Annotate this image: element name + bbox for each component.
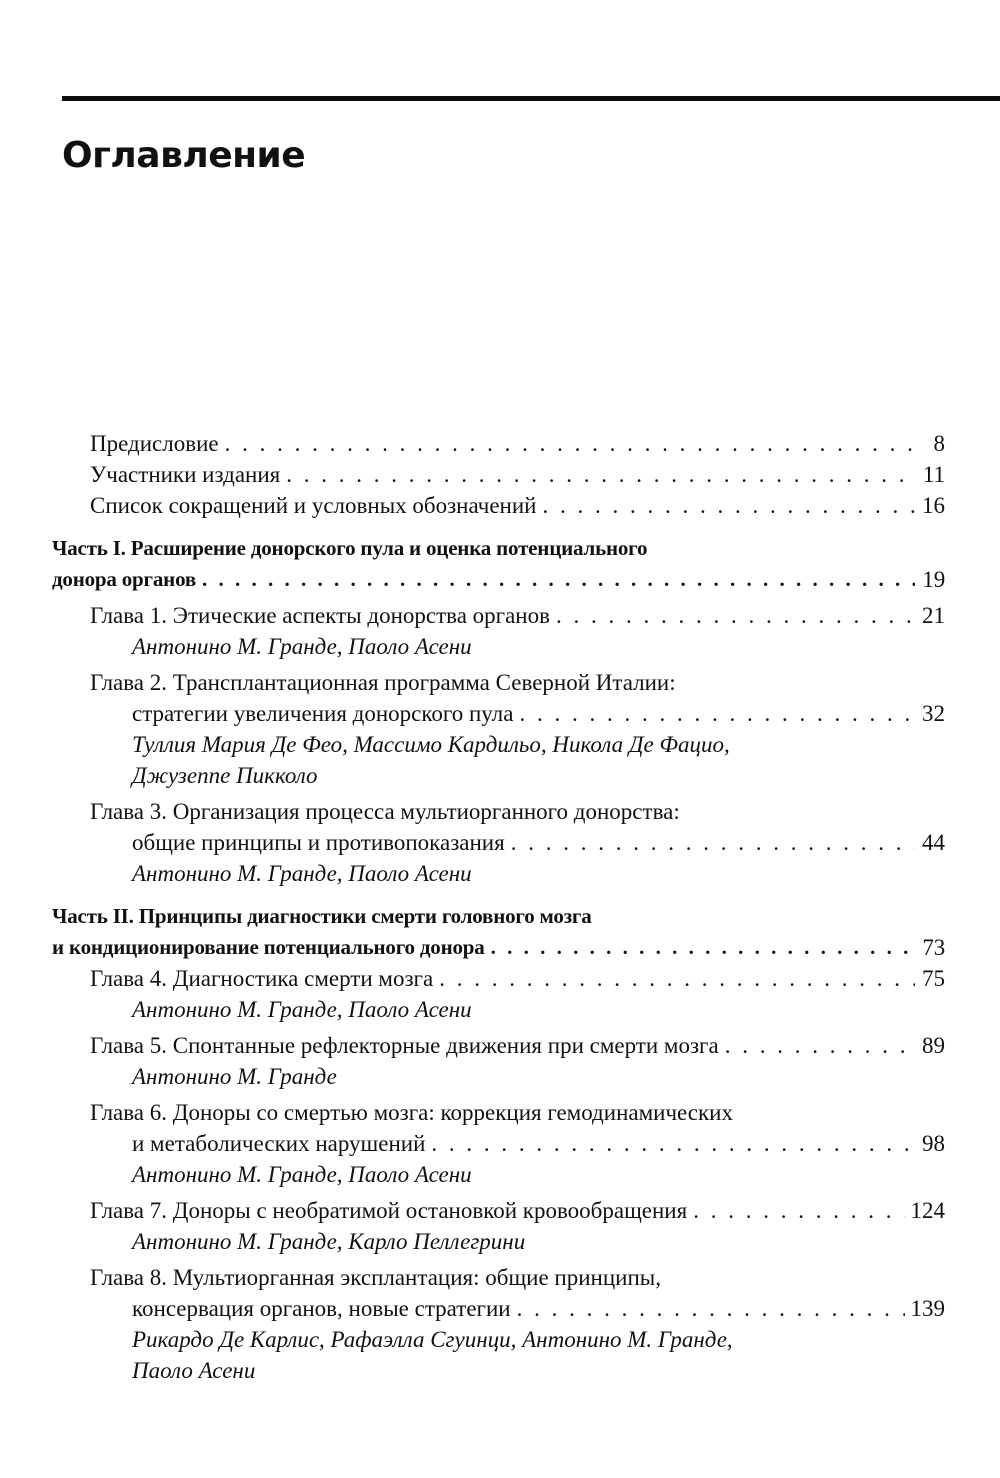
dot-leader	[517, 1293, 905, 1324]
dot-leader	[491, 932, 915, 963]
entry-title: Глава 7. Доноры с необратимой остановкой кровообращения	[90, 1198, 688, 1223]
toc-entry-chapter-3[interactable]: Глава 3. Организация процесса мультиорганного донорства:	[90, 799, 680, 824]
dot-leader	[519, 698, 915, 729]
dot-leader	[202, 564, 915, 595]
dot-leader	[225, 428, 915, 459]
entry-title: Глава 4. Диагностика смерти мозга	[90, 966, 434, 991]
toc-entry-chapter-8-cont[interactable]	[52, 1293, 945, 1324]
page-title: Оглавление	[62, 135, 306, 176]
dot-leader	[286, 459, 915, 490]
entry-title: Участники издания	[90, 462, 281, 487]
part-2-title[interactable]: Часть II. Принципы диагностики смерти головного мозга	[52, 904, 592, 928]
dot-leader	[431, 1128, 915, 1159]
part-1-title-end[interactable]	[52, 564, 945, 595]
toc-entry-chapter-6-cont[interactable]	[52, 1128, 945, 1159]
page-number: 19	[922, 567, 945, 592]
entry-title: Глава 5. Спонтанные рефлекторные движения при смерти мозга	[90, 1033, 719, 1058]
dot-leader	[439, 963, 915, 994]
chapter-6-authors: Антонино М. Гранде, Паоло Асени	[132, 1162, 472, 1187]
chapter-4-authors: Антонино М. Гранде, Паоло Асени	[132, 997, 472, 1022]
table-of-contents	[52, 428, 945, 1386]
chapter-2-authors: Туллия Мария Де Фео, Массимо Кардильо, Никола Де Фацио,	[132, 732, 730, 757]
part-1-title[interactable]: Часть I. Расширение донорского пула и оценка потенциального	[52, 536, 648, 560]
toc-entry-chapter-4[interactable]	[52, 963, 945, 994]
page-number: 8	[933, 431, 945, 456]
entry-title: Список сокращений и условных обозначений	[90, 493, 537, 518]
toc-entry-chapter-3-cont[interactable]	[52, 827, 945, 858]
toc-entry-chapter-2-cont[interactable]	[52, 698, 945, 729]
toc-entry-abbreviations[interactable]	[52, 490, 945, 521]
page-number: 89	[922, 1033, 945, 1058]
top-rule	[62, 96, 1000, 101]
toc-entry-chapter-7[interactable]	[52, 1195, 945, 1226]
toc-entry-chapter-1[interactable]	[52, 600, 945, 631]
page-number: 75	[922, 966, 945, 991]
page-number: 11	[922, 462, 945, 487]
entry-title: консервация органов, новые стратегии	[132, 1296, 511, 1321]
chapter-2-authors-cont: Джузеппе Пикколо	[132, 763, 318, 788]
chapter-5-authors: Антонино М. Гранде	[132, 1064, 337, 1089]
toc-entry-chapter-8[interactable]: Глава 8. Мультиорганная эксплантация: общие принципы,	[90, 1265, 661, 1290]
page-number: 44	[922, 830, 945, 855]
entry-title: донора органов	[52, 567, 196, 591]
page-number: 139	[910, 1296, 945, 1321]
part-2-title-end[interactable]	[52, 932, 945, 963]
page-number: 98	[922, 1131, 945, 1156]
chapter-8-authors: Рикардо Де Карлис, Рафаэлла Сгуинци, Антонино М. Гранде,	[132, 1327, 733, 1352]
dot-leader	[542, 490, 915, 521]
dot-leader	[556, 600, 915, 631]
chapter-7-authors: Антонино М. Гранде, Карло Пеллегрини	[132, 1229, 526, 1254]
entry-title: и метаболических нарушений	[132, 1131, 426, 1156]
toc-entry-preface[interactable]	[52, 428, 945, 459]
chapter-1-authors: Антонино М. Гранде, Паоло Асени	[132, 634, 472, 659]
entry-title: общие принципы и противопоказания	[132, 830, 505, 855]
entry-title: стратегии увеличения донорского пула	[132, 701, 514, 726]
page-number: 73	[922, 935, 945, 960]
toc-entry-chapter-5[interactable]	[52, 1030, 945, 1061]
page-number: 21	[922, 603, 945, 628]
entry-title: Глава 1. Этические аспекты донорства органов	[90, 603, 550, 628]
page-number: 124	[910, 1198, 945, 1223]
toc-entry-chapter-2[interactable]: Глава 2. Трансплантационная программа Северной Италии:	[90, 670, 676, 695]
dot-leader	[725, 1030, 915, 1061]
chapter-8-authors-cont: Паоло Асени	[132, 1358, 256, 1383]
dot-leader	[693, 1195, 904, 1226]
chapter-3-authors: Антонино М. Гранде, Паоло Асени	[132, 861, 472, 886]
entry-title: Предисловие	[90, 431, 219, 456]
toc-entry-contributors[interactable]	[52, 459, 945, 490]
page-number: 32	[922, 701, 945, 726]
page-number: 16	[922, 493, 945, 518]
toc-entry-chapter-6[interactable]: Глава 6. Доноры со смертью мозга: коррекция гемодинамических	[90, 1100, 733, 1125]
entry-title: и кондиционирование потенциального донора	[52, 935, 485, 959]
dot-leader	[511, 827, 915, 858]
